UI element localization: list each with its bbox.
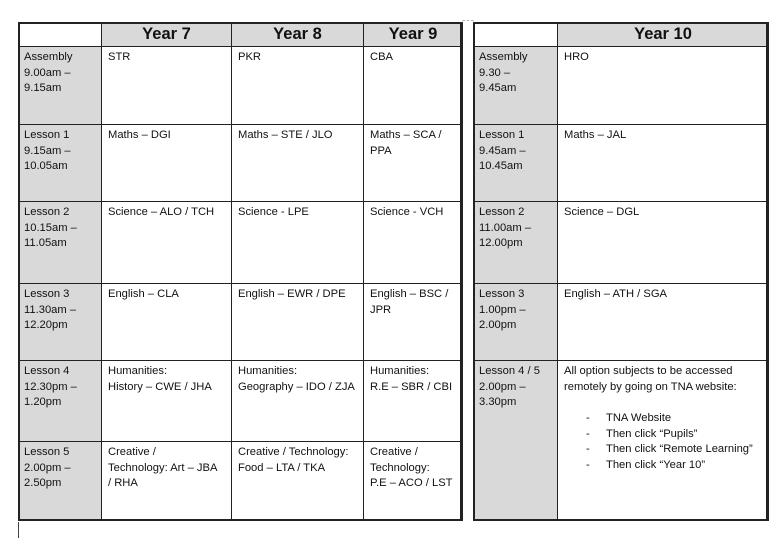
time-slot-label bbox=[19, 361, 102, 442]
time-slot-label bbox=[19, 284, 102, 361]
lesson-cell bbox=[364, 284, 463, 361]
table-row bbox=[19, 361, 463, 442]
lesson-text: STR bbox=[108, 51, 131, 63]
time-slot-text: 9.45am bbox=[479, 82, 517, 94]
lesson-text: Maths – JAL bbox=[564, 129, 627, 141]
lesson-cell bbox=[364, 361, 463, 442]
lesson-cell bbox=[232, 284, 364, 361]
time-slot-label bbox=[474, 284, 558, 361]
lesson-cell bbox=[558, 125, 769, 202]
lesson-cell bbox=[232, 125, 364, 202]
time-slot-text: Lesson 1 bbox=[24, 129, 70, 141]
time-slot-text: Assembly bbox=[479, 51, 528, 63]
time-slot-text: 10.05am bbox=[24, 160, 68, 172]
lesson-text: HRO bbox=[564, 51, 589, 63]
lesson-cell bbox=[102, 442, 232, 521]
list-item: - Then click “Remote Learning” bbox=[586, 442, 762, 458]
time-slot-text: 9.00am – bbox=[24, 66, 71, 79]
lesson-text: English – ATH / SGA bbox=[564, 288, 668, 300]
lesson-text: PKR bbox=[238, 51, 262, 63]
list-item: - Then click “Pupils” bbox=[586, 427, 762, 443]
time-slot-label bbox=[474, 125, 558, 202]
time-slot-text: 10.45am bbox=[479, 160, 523, 172]
table-row bbox=[474, 47, 769, 125]
time-slot-label bbox=[474, 361, 558, 521]
header-year-7: Year 7 bbox=[102, 23, 232, 47]
lesson-text: Creative / bbox=[108, 446, 156, 458]
lesson-text: Maths – DGI bbox=[108, 129, 171, 141]
lesson-text: All option subjects to be accessed bbox=[564, 365, 733, 377]
time-slot-text: 10.15am – bbox=[24, 221, 77, 234]
time-slot-text: Lesson 3 bbox=[24, 288, 70, 300]
text-cursor bbox=[18, 522, 19, 538]
time-slot-text: Assembly bbox=[24, 51, 73, 63]
time-slot-label bbox=[474, 47, 558, 125]
time-slot-text: 12.30pm – bbox=[24, 380, 77, 393]
lesson-cell bbox=[558, 202, 769, 284]
table-row bbox=[19, 47, 463, 125]
time-slot-text: 11.00am – bbox=[479, 221, 532, 234]
lesson-text: Technology: Art – JBA bbox=[108, 461, 218, 474]
time-slot-text: 1.00pm – bbox=[479, 303, 526, 316]
lesson-text: Science – DGL bbox=[564, 206, 640, 218]
lesson-text: / RHA bbox=[108, 477, 138, 489]
lesson-text: Science - VCH bbox=[370, 206, 444, 218]
lesson-cell bbox=[102, 202, 232, 284]
lesson-cell bbox=[364, 442, 463, 521]
time-slot-label bbox=[19, 202, 102, 284]
lesson-cell bbox=[232, 47, 364, 125]
time-slot-text: 2.00pm bbox=[479, 319, 517, 331]
lesson-cell bbox=[558, 47, 769, 125]
lesson-cell bbox=[364, 125, 463, 202]
lesson-cell bbox=[232, 442, 364, 521]
lesson-text: Humanities: bbox=[238, 365, 298, 377]
section-separator bbox=[462, 20, 474, 21]
lesson-cell bbox=[102, 47, 232, 125]
lesson-cell bbox=[232, 361, 364, 442]
lesson-text: Humanities: bbox=[370, 365, 430, 377]
lesson-text: Creative / Technology: bbox=[238, 446, 349, 458]
list-item: - TNA Website bbox=[586, 411, 762, 427]
lesson-cell bbox=[364, 47, 463, 125]
lesson-cell bbox=[232, 202, 364, 284]
time-slot-text: 12.20pm bbox=[24, 319, 68, 331]
time-slot-text: 2.00pm – bbox=[24, 461, 71, 474]
timetable-year-10 bbox=[473, 22, 769, 521]
lesson-text: English – BSC / bbox=[370, 288, 449, 300]
time-slot-text: Lesson 5 bbox=[24, 446, 70, 458]
lesson-text: Science – ALO / TCH bbox=[108, 206, 215, 218]
table-row bbox=[474, 125, 769, 202]
lesson-text: Humanities: bbox=[108, 365, 168, 377]
time-slot-text: Lesson 1 bbox=[479, 129, 525, 141]
time-slot-label bbox=[19, 442, 102, 521]
table-row bbox=[19, 284, 463, 361]
lesson-cell bbox=[364, 202, 463, 284]
instructions-list bbox=[564, 411, 762, 473]
table-row bbox=[19, 442, 463, 521]
lesson-text: R.E – SBR / CBI bbox=[370, 380, 453, 393]
time-slot-text: 3.30pm bbox=[479, 396, 517, 408]
time-slot-text: 1.20pm bbox=[24, 396, 62, 408]
header-year-8: Year 8 bbox=[232, 23, 364, 47]
header-row bbox=[19, 23, 463, 47]
timetable-years-7-9 bbox=[18, 22, 463, 521]
lesson-text: Maths – SCA / bbox=[370, 129, 442, 141]
lesson-text: CBA bbox=[370, 51, 394, 63]
lesson-text: Science - LPE bbox=[238, 206, 309, 218]
table-row bbox=[474, 361, 769, 521]
lesson-text: Maths – STE / JLO bbox=[238, 129, 333, 141]
lesson-text: Geography – IDO / ZJA bbox=[238, 380, 355, 393]
time-slot-text: 9.15am bbox=[24, 82, 62, 94]
lesson-text: JPR bbox=[370, 303, 392, 316]
lesson-cell bbox=[558, 284, 769, 361]
time-slot-text: Lesson 2 bbox=[479, 206, 525, 218]
header-row bbox=[474, 23, 769, 47]
time-slot-text: 9.15am – bbox=[24, 144, 71, 157]
time-slot-text: Lesson 4 / 5 bbox=[479, 365, 540, 377]
corner-cell bbox=[474, 23, 558, 47]
header-year-9: Year 9 bbox=[364, 23, 463, 47]
time-slot-text: 11.05am bbox=[24, 237, 67, 249]
time-slot-text: Lesson 2 bbox=[24, 206, 70, 218]
lesson-cell bbox=[102, 284, 232, 361]
table-row bbox=[474, 284, 769, 361]
lesson-cell bbox=[102, 125, 232, 202]
time-slot-label bbox=[19, 125, 102, 202]
time-slot-label bbox=[474, 202, 558, 284]
list-item: - Then click “Year 10” bbox=[586, 458, 762, 474]
time-slot-text: 9.30 – bbox=[479, 66, 511, 79]
time-slot-text: Lesson 3 bbox=[479, 288, 525, 300]
lesson-text: Food – LTA / TKA bbox=[238, 461, 326, 474]
lesson-text: Technology: bbox=[370, 461, 430, 474]
time-slot-text: 2.00pm – bbox=[479, 380, 526, 393]
table-row bbox=[19, 202, 463, 284]
lesson-text: English – CLA bbox=[108, 288, 179, 300]
table-row bbox=[474, 202, 769, 284]
time-slot-text: 11.30am – bbox=[24, 303, 77, 316]
lesson-cell bbox=[558, 361, 769, 521]
header-year-10: Year 10 bbox=[558, 23, 769, 47]
time-slot-text: 9.45am – bbox=[479, 144, 526, 157]
lesson-text: English – EWR / DPE bbox=[238, 288, 346, 300]
lesson-text: P.E – ACO / LST bbox=[370, 477, 453, 489]
table-row bbox=[19, 125, 463, 202]
time-slot-text: 2.50pm bbox=[24, 477, 62, 489]
lesson-text: History – CWE / JHA bbox=[108, 380, 212, 393]
lesson-text: PPA bbox=[370, 144, 392, 157]
lesson-text: remotely by going on TNA website: bbox=[564, 380, 737, 393]
corner-cell bbox=[19, 23, 102, 47]
time-slot-text: 12.00pm bbox=[479, 237, 523, 249]
time-slot-label bbox=[19, 47, 102, 125]
lesson-text: Creative / bbox=[370, 446, 418, 458]
lesson-cell bbox=[102, 361, 232, 442]
time-slot-text: Lesson 4 bbox=[24, 365, 70, 377]
